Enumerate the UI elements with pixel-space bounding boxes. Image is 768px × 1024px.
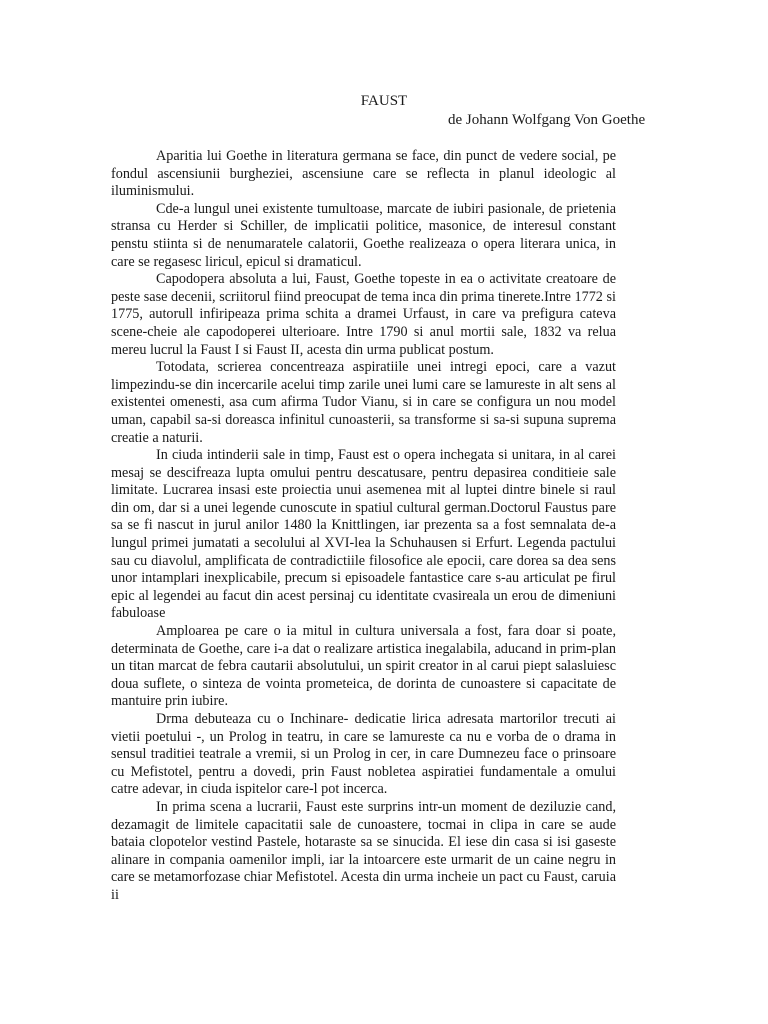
document-body (111, 148, 616, 905)
paragraph: Totodata, scrierea concentreaza aspiratiile unei intregi epoci, care a vazut limpezindu-se din incercarile acelui timp zarile unei lumi care se lamureste in alt sens al existentei omenesti, asa cum afirma Tudor Vianu, si in care se configura un nou model uman, capabil sa-si doreasca infinitul cunoasterii, sa transforme si sa-si supuna suprema creatie a naturii. (111, 359, 616, 446)
paragraph: In ciuda intinderii sale in timp, Faust est o opera inchegata si unitara, in al carei mesaj se descifreaza lupta omului pentru descatusare, pentru depasirea conditieie sale limitate. Lucrarea insasi este proiectia unui asemenea mit al luptei dintre binele si raul din om, dar si a unei legende cunoscute in spatiul cultural german.Doctorul Faustus pare sa se fi nascut in jurul anilor 1480 la Knittlingen, iar prezenta sa a fost semnalata de-a lungul primei jumatati a secolului al XVI-lea la Schuhausen si Erfurt. Legenda pactului sau cu diavolul, amplificata de contradictiile filosofice ale epocii, care dorea sa dea sens unor intamplari inexplicabile, precum si episoadele fantastice care s-au articulat pe firul epic al legendei au facut din acest persinaj cu identitate cvasireala un erou de dimeniuni fabuloase (111, 447, 616, 622)
paragraph: In prima scena a lucrarii, Faust este surprins intr-un moment de deziluzie cand, dezamagit de limitele capacitatii sale de cunoastere, tocmai in clipa in care se aude bataia clopotelor vestind Pastele, hotaraste sa se sinucida. El iese din casa si isi gaseste alinare in compania oamenilor impli, iar la intoarcere este urmarit de un caine negru in care se metamorfozase chiar Mefistotel. Acesta din urma incheie un pact cu Faust, caruia ii (111, 798, 616, 903)
paragraph: Amploarea pe care o ia mitul in cultura universala a fost, fara doar si poate, determinata de Goethe, care i-a dat o realizare artistica inegalabila, aducand in prim-plan un titan marcat de febra cautarii absolutului, un spirit creator in al carui piept salasluiesc doua suflete, o sinteza de vointa prometeica, de dorinta de cunoastere si capacitate de mantuire prin iubire. (111, 623, 616, 710)
paragraph: Drma debuteaza cu o Inchinare- dedicatie lirica adresata martorilor trecuti ai vietii poetului -, un Prolog in teatru, in care se lamureste ca nu e vorba de o drama in sensul traditiei teatrale a vremii, si un Prolog in cer, in care Dumnezeu face o prinsoare cu Mefistotel, pentru a dovedi, prin Faust nobletea aspiratiei fundamentale a omului catre adevar, in ciuda ispitelor care-l pot incerca. (111, 711, 616, 798)
document-author: de Johann Wolfgang Von Goethe (448, 112, 646, 128)
document-title: FAUST (360, 93, 408, 109)
paragraph: Cde-a lungul unei existente tumultoase, marcate de iubiri pasionale, de prietenia stransa cu Herder si Schiller, de implicatii politice, masonice, de interesul constant penstu stiinta si de nenumaratele calatorii, Goethe realizeaza o opera literara unica, in care se regasesc liricul, epicul si dramaticul. (111, 200, 616, 270)
paragraph: Capodopera absoluta a lui, Faust, Goethe topeste in ea o activitate creatoare de peste sase decenii, scriitorul fiind preocupat de tema inca din prima tinerete.Intre 1772 si 1775, autorull infiripeaza prima schita a dramei Urfaust, in care va prefigura cateva scene-cheie ale capodoperei ulterioare. Intre 1790 si anul mortii sale, 1832 va relua mereu lucrul la Faust I si Faust II, acesta din urma publicat postum. (111, 271, 616, 358)
paragraph: Aparitia lui Goethe in literatura germana se face, din punct de vedere social, pe fondul ascensiunii burgheziei, ascensiune care se reflecta in planul ideologic al iluminismului. (111, 148, 616, 200)
